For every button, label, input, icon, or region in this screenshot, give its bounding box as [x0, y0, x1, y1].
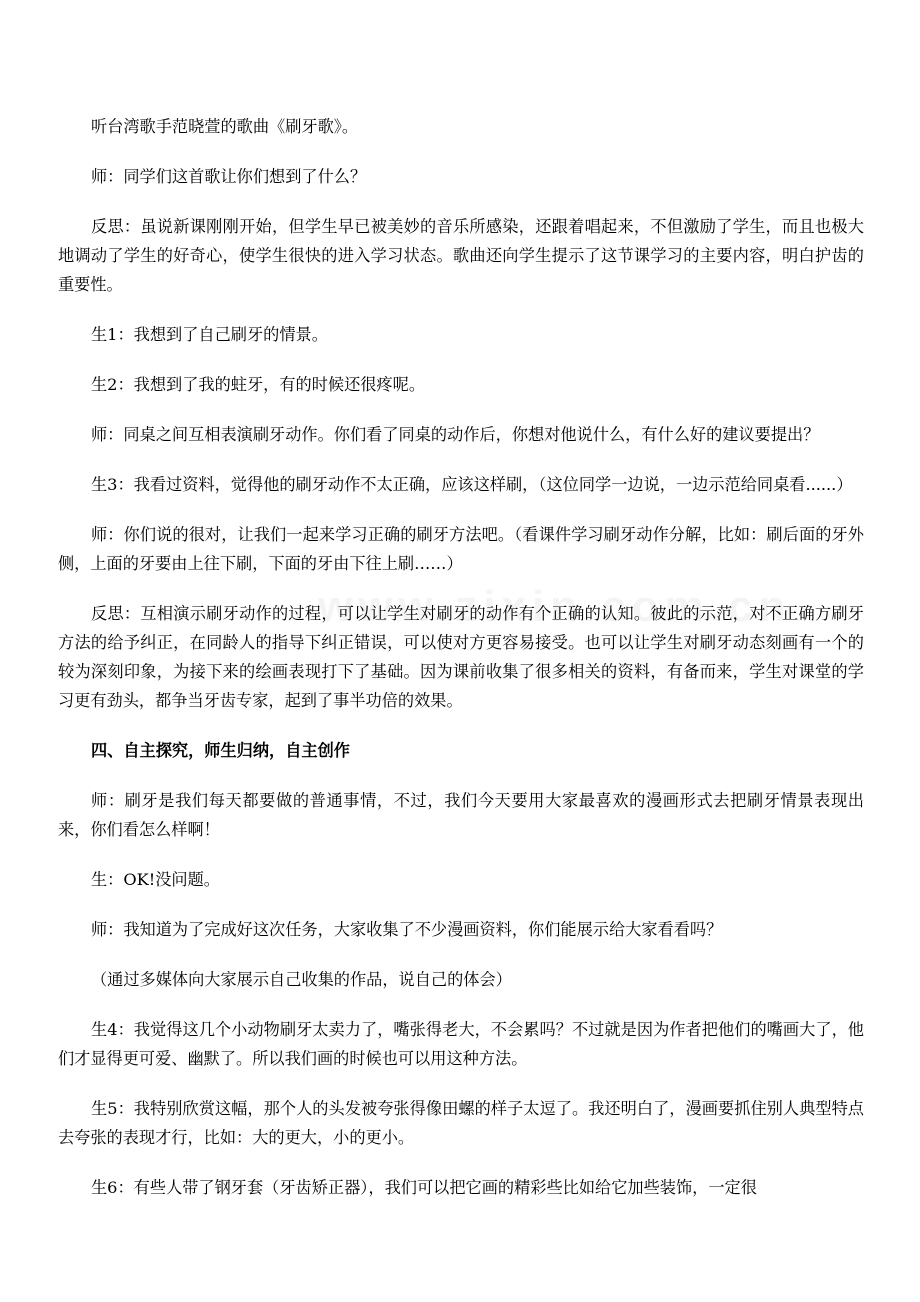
paragraph-student-2: 生2：我想到了我的蛀牙，有的时候还很疼呢。 [91, 375, 426, 394]
paragraph-student-ok: 生：OK!没问题。 [91, 870, 220, 889]
paragraph-teacher-question: 师：同学们这首歌让你们想到了什么？ [91, 167, 367, 186]
section-heading: 四、自主探究，师生归纳，自主创作 [91, 741, 350, 760]
paragraph-student-6: 生6：有些人带了钢牙套（牙齿矫正器），我们可以把它画的精彩些比如给它加些装饰，一定很 [91, 1178, 757, 1197]
document-body [58, 112, 864, 1223]
paragraph-teacher-comic: 师：刷牙是我们每天都要做的普通事情，不过，我们今天要用大家最喜欢的漫画形式去把刷牙情景表现出来，你们看怎么样啊！ [58, 791, 864, 839]
paragraph-teacher-demo: 师：同桌之间互相表演刷牙动作。你们看了同桌的动作后，你想对他说什么，有什么好的建议要提出？ [91, 425, 820, 444]
paragraph-reflection-2: 反思：互相演示刷牙动作的过程，可以让学生对刷牙的动作有个正确的认知。彼此的示范，对不正确方刷牙方法的给予纠正，在同龄人的指导下纠正错误，可以使对方更容易接受。也可以让学生对刷牙动态刻画有一个的较为深刻印象，为接下来的绘画表现打下了基础。因为课前收集了很多相关的资料，有备而来，学生对课堂的学习更有劲头，都争当牙齿专家，起到了事半功倍的效果。 [58, 604, 864, 710]
paragraph-student-1: 生1：我想到了自己刷牙的情景。 [91, 325, 328, 344]
paragraph-reflection-1: 反思：虽说新课刚刚开始，但学生早已被美妙的音乐所感染，还跟着唱起来，不但激励了学生，而且也极大地调动了学生的好奇心，使学生很快的进入学习状态。歌曲还向学生提示了这节课学习的主要内容，明白护齿的重要性。 [58, 217, 864, 294]
paragraph-teacher-materials: 师：我知道为了完成好这次任务，大家收集了不少漫画资料，你们能展示给大家看看吗？ [91, 920, 723, 939]
paragraph-student-3: 生3：我看过资料，觉得他的刷牙动作不太正确，应该这样刷，（这位同学一边说，一边示范给同桌看......） [91, 475, 853, 494]
paragraph-multimedia-note: （通过多媒体向大家展示自己收集的作品，说自己的体会） [91, 970, 512, 989]
paragraph-student-4: 生4：我觉得这几个小动物刷牙太卖力了，嘴张得老大，不会累吗？不过就是因为作者把他们的嘴画大了，他们才显得更可爱、幽默了。所以我们画的时候也可以用这种方法。 [58, 1020, 864, 1068]
paragraph-teacher-method: 师：你们说的很对，让我们一起来学习正确的刷牙方法吧。（看课件学习刷牙动作分解，比如：刷后面的牙外侧，上面的牙要由上往下刷，下面的牙由下往上刷……） [58, 525, 864, 573]
paragraph-student-5: 生5：我特别欣赏这幅，那个人的头发被夸张得像田螺的样子太逗了。我还明白了，漫画要抓住别人典型特点去夸张的表现才行，比如：大的更大，小的更小。 [58, 1099, 864, 1147]
paragraph-listen-song: 听台湾歌手范晓萱的歌曲《刷牙歌》。 [91, 117, 359, 136]
